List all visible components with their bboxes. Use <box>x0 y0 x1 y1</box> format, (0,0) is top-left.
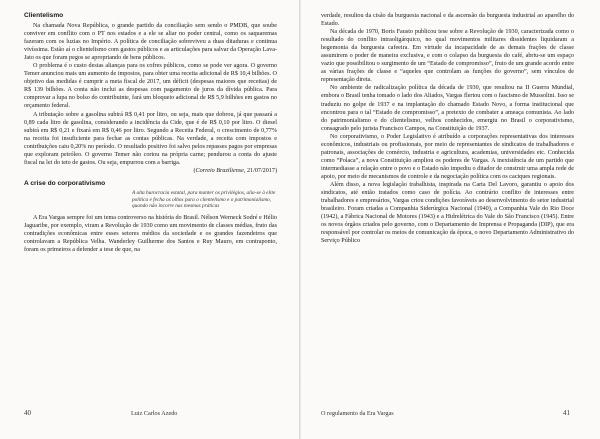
right-page <box>301 0 600 439</box>
paragraph: Na chamada Nova República, o grande partido da conciliação sem sendo o PMDB, que soube conviver em conflito com o PT nos estados e a ele se aliar no poder central, como os saquaremas fazeram com os luzias no Império. A política de conciliação sobreviveu a duas ditaduras e continua vivíssima. Estão aí o clientelismo com gastos públicos e as articulações para salvar da Operação Lava-Jato os que foram pegos se apropriando de bens públicos. <box>24 23 277 62</box>
left-text-column <box>24 12 277 254</box>
page-number-right: 41 <box>563 409 570 417</box>
citation-source: Correio Braziliense <box>195 167 244 174</box>
running-head-author: Luiz Carlos Azedo <box>131 410 178 417</box>
paragraph: Além disso, a nova legislação trabalhista, inspirada na Carta Del Lavoro, garantiu o apoio dos sindicatos, até então tratados como caso de polícia. Ao contrário conflito de interesses entre trabalhadores e empresários, Vargas criou condições favoráveis ao desenvolvimento do setor industrial brasileiro. Foram criadas a Companhia Siderúrgica Nacional (1940), a Companhia Vale do Rio Doce (1942), a Fábrica Nacional de Motores (1943) e a Hidrelétrica do Vale do São Francisco (1945). Entre os novos órgãos criados pelo governo, com o Departamento de Imprensa e Propaganda (DIP), que era responsável por controlar os meios de comunicação da época, o novo Departamento Administrativo do Serviço Público <box>321 181 574 245</box>
citation <box>24 167 277 175</box>
paragraph: Na década de 1970, Boris Fausto publicou tese sobre a Revolução de 1930, caracterizada como o resultado do conflito intraoligárquico, no qual movimentos militares dissidentes liquidaram a hegemonia da burguesia cafeeira. Em virtude da incapacidade de as demais frações de classe assumirem o poder de maneira exclusiva, e com o colapso da burguesia do café, abriu-se um espaço vazio que possibilitou o surgimento de um “Estado de compromisso”, fruto de um grande acordo entre as várias frações de classe e “aqueles que controlam as funções do governo”, sem vínculos de representação direta. <box>321 29 574 84</box>
citation-date: , 21/07/2017) <box>243 167 277 174</box>
paragraph: No corporativismo, o Poder Legislativo é atribuído a corporações representativas dos interesses econômicos, industriais ou profissionais, por meio de representantes de sindicatos de trabalhadores e patronais, associações de comércio, industria e agricultura, academias, universidades etc. Conhecida como “Polaca”, a nova Constituição ampliou os poderes de Vargas. A inexistência de um partido que intermediasse a relação entre o povo e o Estado não impediu o ditador de construir uma ampla rede de apoio, por meio de mecanismos de controle e da negociação política com os caciques regionais. <box>321 133 574 180</box>
left-page <box>0 0 299 439</box>
page-number-left: 40 <box>24 409 31 417</box>
paragraph: A tributação sobre a gasolina subirá R$ 0,41 por litro, ou seja, mais que dobrou, já que passará a 0,89 cada litro de gasolina, considerando a incidência da Cide, que é de R$ 0,10 por litro. O diesel subirá em R$ 0,21 e fixará em R$ 0,46 por litro. Segundo a Receita Federal, o crescimento de 0,77% na receita foi insuficiente para fechar as contas públicas. Na verdade, a receita com impostos e contribuições caiu 0,20% no período. O resultado positivo foi salvo pelos repasses pagos por empresas que exploram petróleo. O governo Temer não cortou na própria carne; pendurou a conta do ajuste fiscal na lei do teto de gastos. Ou seja, empurrou com a barriga. <box>24 111 277 166</box>
paragraph: A Era Vargas sempre foi um tema controverso na história do Brasil. Nélson Werneck Sodré e Hélio Jaguaribe, por exemplo, viram a Revolução de 1930 como um movimento de classes médias, fruto das contradições econômicas entre esses setores médios da sociedade e os grandes fazendeiros que controlavam a República Velha. Wanderley Guilherme dos Santos e Ruy Mauro, em contraponto, foram os primeiros a defender a tese de que, na <box>24 215 277 254</box>
right-text-column <box>321 12 574 245</box>
section-heading-clientelismo: Clientelismo <box>24 12 64 19</box>
paragraph: O problema é o custo destas alianças para os cofres públicos, como se pode ver agora. O governo Temer anunciou mais um aumento de impostos, para obter uma receita adicional de R$ 10,4 bilhões. O objetivo das medidas é cumprir a meta fiscal de 2017, um déficit (despesas maiores que receitas) de R$ 139 bilhões. A conta não inclui as despesas com pagamento de juros da dívida pública. Para comprovar a lupa no bolso do contribuinte, fará um bloqueio adicional de R$ 5,9 bilhões em gastos no orçamento federal. <box>24 63 277 110</box>
paragraph: No ambiente de radicalização política da década de 1930, que resultou na II Guerra Mundial, embora o Brasil tenha tomado o lado dos Aliados, Vargas flertou com o fascismo de Mussolini. Isso se traduziu no golpe de 1937 e na implantação do chamado Estado Novo, a forma institucional que encontrou para o tal “Estado de compromisso”, a pretexto de combater a ameaça comunista. Ao lado do patrimonialismo e do clientelismo, velhos conhecidos, emergiu no Brasil o corporativismo, consagrado pelo jurista Francisco Campos, na Constituição de 1937. <box>321 85 574 132</box>
section-heading-crise: A crise do corporativismo <box>24 179 106 187</box>
paragraph: verdade, resultou da cisão da burguesia nacional e da ascensão da burguesia industrial ao aparelho do Estado. <box>321 13 574 28</box>
epigraph: A alta burocracia estatal, para manter os privilégios, alia-se à elite política e fecha os olhos para o clientelismo e o patrimonialismo, quando não incorre nas mesmas práticas <box>132 189 276 210</box>
citation-open: ( <box>193 167 196 174</box>
running-head-title: O regulamento da Era Vargas <box>321 410 394 417</box>
